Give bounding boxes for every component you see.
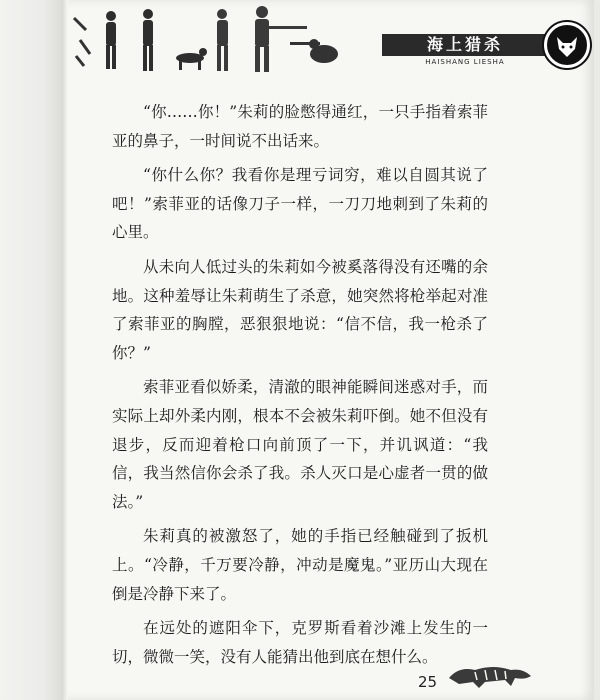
series-title: 海上猎杀 — [382, 34, 548, 56]
tiger-illustration-icon — [445, 656, 535, 690]
paragraph: 从未向人低过头的朱莉如今被奚落得没有还嘴的余地。这种羞辱让朱莉萌生了杀意，她突然将枪举起对准了索菲亚的胸膛，恶狠狠地说：“信不信，我一枪杀了你？” — [112, 257, 488, 362]
paragraph: “你什么你？我看你是理亏词穷，难以自圆其说了吧！”索菲亚的话像刀子一样，一刀刀地刺到了朱莉的心里。 — [112, 166, 488, 242]
body-text — [112, 98, 488, 677]
series-subtitle: HAISHANG LIESHA — [425, 58, 505, 66]
page-header — [62, 0, 594, 84]
soldier-silhouette-icon — [106, 9, 153, 71]
sniper-silhouette-icon — [290, 39, 338, 63]
page-edge-shadow — [62, 0, 68, 700]
dog-silhouette-icon — [176, 48, 207, 70]
paragraph: 在远处的遮阳伞下，克罗斯看着沙滩上发生的一切，微微一笑，没有人能猜出他到底在想什么。 — [112, 619, 488, 666]
wolf-emblem-icon — [544, 22, 590, 68]
paragraph: “你……你！”朱莉的脸憋得通红，一只手指着索菲亚的鼻子，一时间说不出话来。 — [112, 103, 488, 150]
book-gutter — [0, 0, 62, 700]
soldier-silhouette-icon — [217, 6, 307, 72]
paragraph: 索菲亚看似娇柔，清澈的眼神能瞬间迷惑对手，而实际上却外柔内刚，根本不会被朱莉吓倒。她不但没有退步，反而迎着枪口向前顶了一下，并讥讽道：“我信，我当然信你会杀了我。杀人灭口是心虚者一贯的做法。” — [112, 378, 488, 511]
paragraph: 朱莉真的被激怒了，她的手指已经触碰到了扳机上。“冷静，千万要冷静，冲动是魔鬼。”亚历山大现在倒是冷静下来了。 — [112, 527, 488, 603]
page-number: 25 — [418, 673, 438, 691]
